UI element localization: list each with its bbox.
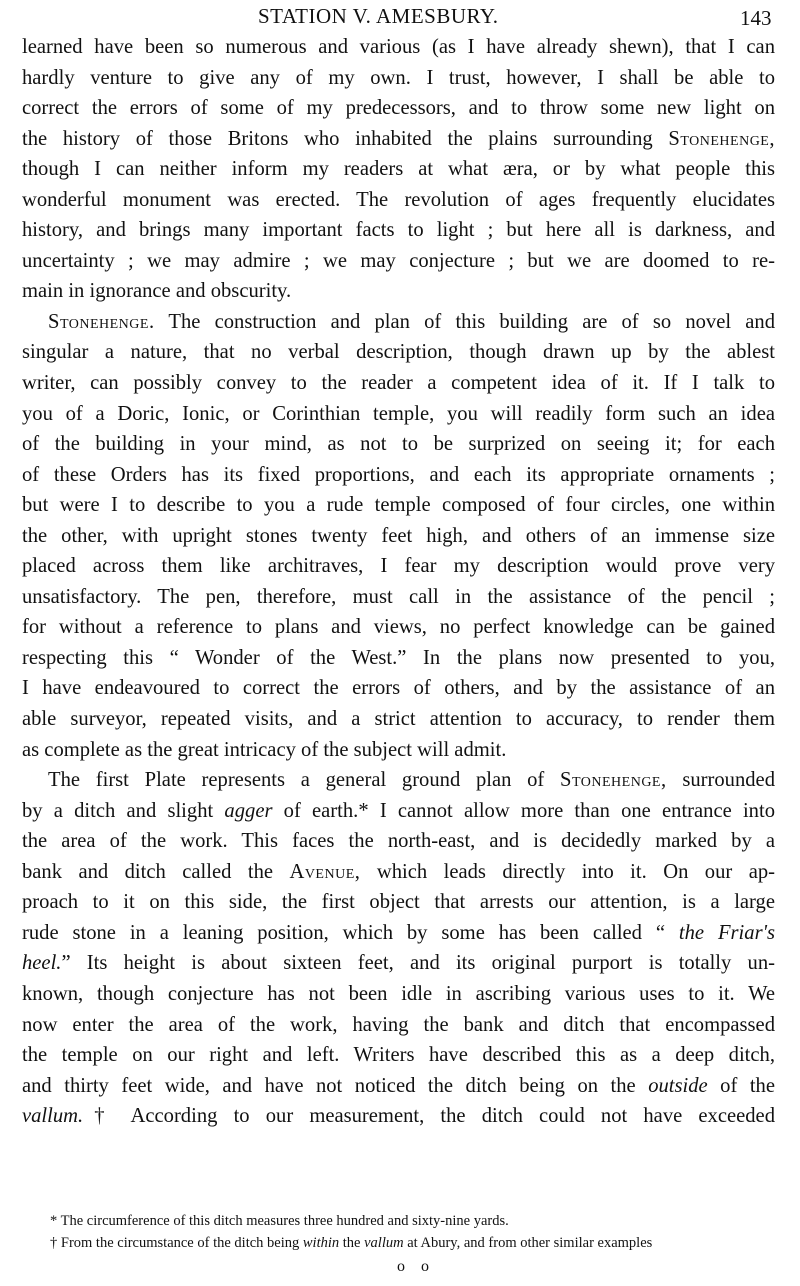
text-line <box>22 246 775 277</box>
text-line <box>22 124 775 155</box>
text-line <box>22 429 775 460</box>
text-run: of earth.* I cannot allow more than one entrance into <box>272 799 775 822</box>
italic-text: vallum. <box>22 1105 84 1128</box>
text-line <box>22 490 775 521</box>
text-line <box>22 735 775 766</box>
italic-text: agger <box>224 799 273 822</box>
signature-mark: o o <box>397 1258 435 1275</box>
text-run: able surveyor, repeated visits, and a strict attention to accuracy, to render them <box>22 708 775 731</box>
text-run: the other, with upright stones twenty feet high, and others of an immense size <box>22 524 775 547</box>
text-run: unsatisfactory. The pen, therefore, must call in the assistance of the pencil ; <box>22 585 775 608</box>
text-run: proach to it on this side, the first object that arrests our attention, is a large <box>22 891 775 914</box>
text-line <box>22 673 775 704</box>
text-run: at Abury, and from other similar examples <box>403 1235 653 1251</box>
text-run: uncertainty ; we may admire ; we may conjecture ; but we are doomed to re- <box>22 249 775 272</box>
text-line <box>22 276 775 307</box>
text-line <box>22 521 775 552</box>
text-line <box>22 582 775 613</box>
text-line <box>22 612 775 643</box>
text-run: hardly venture to give any of my own. I trust, however, I shall be able to <box>22 66 775 89</box>
text-line <box>22 154 775 185</box>
text-line <box>22 551 775 582</box>
text-line <box>22 948 775 979</box>
text-line <box>22 765 775 796</box>
text-line <box>22 704 775 735</box>
small-caps-text: Stonehenge, <box>668 127 775 150</box>
text-line <box>22 1101 775 1132</box>
text-run: ” Its height is about sixteen feet, and its original purport is totally un- <box>61 952 775 975</box>
text-run: which leads directly into it. On our ap- <box>360 860 775 883</box>
text-run: * The circumference of this ditch measures three hundred and sixty-nine yards. <box>50 1213 509 1229</box>
text-line <box>22 63 775 94</box>
small-caps-text: Avenue, <box>289 860 361 883</box>
text-line <box>22 399 775 430</box>
text-line <box>22 1010 775 1041</box>
text-run: bank and ditch called the <box>22 860 290 883</box>
text-run: I have endeavoured to correct the errors of others, and by the assistance of an <box>22 677 775 700</box>
text-line <box>22 979 775 1010</box>
text-run: and thirty feet wide, and have not noticed the ditch being on the <box>22 1074 649 1097</box>
text-run: singular a nature, that no verbal description, though drawn up by the ablest <box>22 341 775 364</box>
text-run: learned have been so numerous and various (as I have already shewn), that I can <box>22 36 775 58</box>
body-text <box>22 32 775 1132</box>
text-line <box>22 857 775 888</box>
text-line <box>22 32 775 63</box>
text-run: of the <box>707 1074 775 1097</box>
paragraph <box>22 307 775 765</box>
text-line <box>22 1071 775 1102</box>
text-run: The construction and plan of this building are of so novel and <box>154 310 775 333</box>
text-run: surrounded <box>666 769 775 792</box>
text-run: the area of the work. This faces the north-east, and is decidedly marked by a <box>22 830 775 853</box>
text-run: The first Plate represents a general ground plan of <box>48 769 561 792</box>
text-line <box>22 796 775 827</box>
text-run: now enter the area of the work, having the bank and ditch that encompassed <box>22 1013 775 1036</box>
text-run: placed across them like architraves, I fear my description would prove very <box>22 555 775 578</box>
text-run: as complete as the great intricacy of the subject will admit. <box>22 738 507 761</box>
page-header <box>0 4 800 34</box>
footnote <box>50 1210 780 1232</box>
text-run: correct the errors of some of my predecessors, and to throw some new light on <box>22 97 775 120</box>
text-run: though I can neither inform my readers at what æra, or by what people this <box>22 158 775 181</box>
text-run: for without a reference to plans and views, no perfect knowledge can be gained <box>22 616 775 639</box>
text-line <box>22 643 775 674</box>
text-run: known, though conjecture has not been idle in ascribing various uses to it. We <box>22 982 775 1005</box>
text-line <box>22 918 775 949</box>
text-run: rude stone in a leaning position, which by some has been called “ <box>22 921 679 944</box>
text-line <box>22 93 775 124</box>
text-run: the temple on our right and left. Writers have described this as a deep ditch, <box>22 1044 775 1067</box>
text-run: by a ditch and slight <box>22 799 225 822</box>
text-run: † According to our measurement, the ditch could not have exceeded <box>83 1105 775 1128</box>
italic-text: within <box>302 1235 340 1251</box>
italic-text: outside <box>648 1074 708 1097</box>
paragraph <box>22 765 775 1132</box>
text-run: the history of those Britons who inhabited the plains surrounding <box>22 127 669 150</box>
footnotes <box>50 1210 780 1254</box>
text-run: writer, can possibly convey to the reader a competent idea of it. If I talk to <box>22 372 775 395</box>
small-caps-text: Stonehenge, <box>560 769 667 792</box>
text-line <box>22 337 775 368</box>
small-caps-text: Stonehenge. <box>48 310 155 333</box>
page-number: 143 <box>740 6 772 30</box>
text-run: of the building in your mind, as not to be surprized on seeing it; for each <box>22 433 775 456</box>
text-line <box>22 368 775 399</box>
text-run: of these Orders has its fixed proportions, and each its appropriate ornaments ; <box>22 463 775 486</box>
text-run: main in ignorance and obscurity. <box>22 280 292 303</box>
text-line <box>22 1040 775 1071</box>
text-run: respecting this “ Wonder of the West.” In the plans now presented to you, <box>22 646 775 669</box>
text-run: you of a Doric, Ionic, or Corinthian temple, you will readily form such an idea <box>22 402 775 425</box>
text-line <box>22 460 775 491</box>
text-line <box>22 307 775 338</box>
running-title: STATION V. AMESBURY. <box>258 4 499 28</box>
text-line <box>22 185 775 216</box>
footnote <box>50 1232 780 1254</box>
paragraph <box>22 32 775 307</box>
italic-text: the Friar's <box>678 921 775 944</box>
text-run: † From the circumstance of the ditch being <box>50 1235 303 1251</box>
text-run: history, and brings many important facts to light ; but here all is darkness, and <box>22 219 775 242</box>
text-line <box>22 215 775 246</box>
text-line <box>22 826 775 857</box>
text-line <box>22 887 775 918</box>
text-run: wonderful monument was erected. The revolution of ages frequently elucidates <box>22 188 775 211</box>
italic-text: vallum <box>364 1235 404 1251</box>
italic-text: heel. <box>22 952 62 975</box>
text-run: the <box>339 1235 365 1251</box>
text-run: but were I to describe to you a rude temple composed of four circles, one within <box>22 494 775 517</box>
